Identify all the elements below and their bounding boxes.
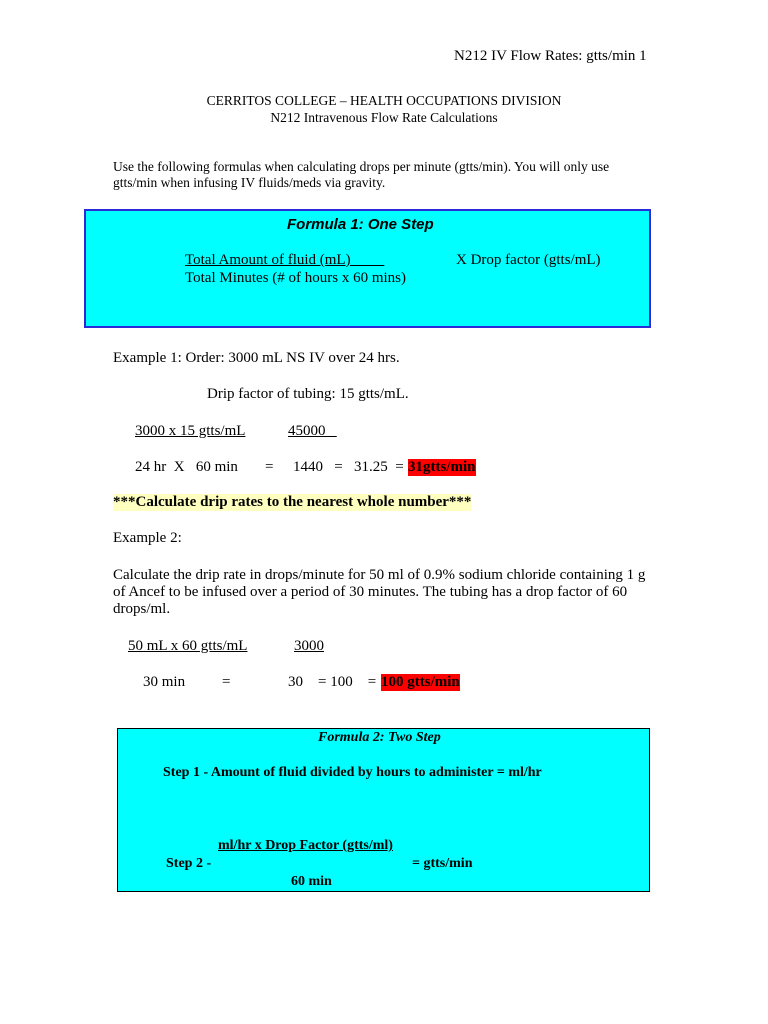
- intro-line-2: gtts/min when infusing IV fluids/meds via gravity.: [113, 175, 386, 190]
- example1-drip-factor: Drip factor of tubing: 15 gtts/mL.: [207, 386, 409, 402]
- formula2-step1: Step 1 - Amount of fluid divided by hours to administer = ml/hr: [163, 765, 542, 780]
- formula2-step2-result: = gtts/min: [412, 856, 473, 871]
- institution-title: CERRITOS COLLEGE – HEALTH OCCUPATIONS DIVISION: [206, 93, 562, 108]
- example1-equals: =: [265, 459, 274, 475]
- example2-problem-line-2: of Ancef to be infused over a period of 30 minutes. The tubing has a drop factor of 60: [113, 584, 628, 600]
- example2-numerator-result: 3000: [294, 638, 324, 654]
- example1-denominator-result: 1440 = 31.25 =: [293, 459, 404, 475]
- formula1-multiplier: X Drop factor (gtts/mL): [456, 252, 601, 268]
- formula2-step2-denominator: 60 min: [291, 874, 332, 889]
- example2-problem-line-1: Calculate the drip rate in drops/minute for 50 ml of 0.9% sodium chloride containing 1 g: [113, 567, 646, 583]
- formula1-title: Formula 1: One Step: [287, 216, 434, 233]
- rounding-note: ***Calculate drip rates to the nearest whole number***: [113, 494, 472, 510]
- formula2-title: Formula 2: Two Step: [318, 730, 441, 745]
- example2-denominator: 30 min: [143, 674, 186, 690]
- formula1-numerator: Total Amount of fluid (mL): [185, 252, 385, 268]
- running-head: N212 IV Flow Rates: gtts/min 1: [454, 48, 647, 64]
- example1-numerator-result: 45000: [288, 423, 337, 439]
- formula1-denominator: Total Minutes (# of hours x 60 mins): [185, 270, 407, 286]
- example1-answer: 31gtts/min: [408, 459, 476, 475]
- example2-equals: =: [222, 674, 231, 690]
- example1-numerator: 3000 x 15 gtts/mL: [135, 423, 246, 439]
- example2-label: Example 2:: [113, 530, 182, 546]
- example2-answer: 100 gtts/min: [381, 674, 460, 690]
- example2-denominator-result: 30 = 100 =: [288, 674, 377, 690]
- example1-denominator: 24 hr X 60 min: [135, 459, 238, 475]
- example1-order: Example 1: Order: 3000 mL NS IV over 24 hrs.: [113, 350, 400, 366]
- example2-problem-line-3: drops/ml.: [113, 601, 171, 617]
- formula2-step2-label: Step 2 -: [166, 856, 212, 871]
- intro-line-1: Use the following formulas when calculating drops per minute (gtts/min). You will only use: [113, 159, 610, 174]
- example2-numerator: 50 mL x 60 gtts/mL: [128, 638, 248, 654]
- document-title: N212 Intravenous Flow Rate Calculations: [270, 110, 498, 125]
- formula2-step2-numerator: ml/hr x Drop Factor (gtts/ml): [218, 838, 393, 853]
